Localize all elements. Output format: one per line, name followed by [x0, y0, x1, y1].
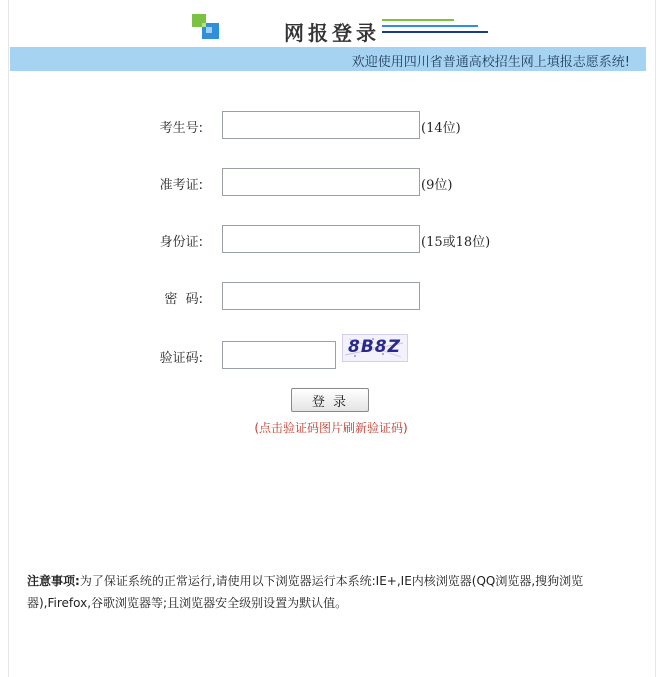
captcha-input[interactable] — [222, 341, 336, 369]
captcha-image[interactable] — [342, 334, 408, 362]
admission-no-hint: (9位) — [421, 178, 453, 193]
captcha-refresh-note: (点击验证码图片刷新验证码) — [254, 421, 408, 435]
logo-icon — [192, 14, 222, 42]
admission-no-label: 准考证: — [159, 178, 203, 193]
exam-no-label: 考生号: — [159, 121, 203, 136]
admission-no-input[interactable] — [222, 168, 420, 196]
welcome-banner — [10, 47, 646, 71]
id-card-input[interactable] — [222, 225, 420, 253]
login-button[interactable]: 登 录 — [291, 388, 369, 412]
welcome-text: 欢迎使用四川省普通高校招生网上填报志愿系统! — [351, 55, 630, 70]
page-title: 网报登录 — [284, 21, 380, 45]
exam-no-input[interactable] — [222, 111, 420, 139]
password-input[interactable] — [222, 282, 420, 310]
notice-body: 为了保证系统的正常运行,请使用以下浏览器运行本系统:IE+,IE内核浏览器(QQ浏览器,搜狗浏览器),Firefox,谷歌浏览器等;且浏览器安全级别设置为默认值。 — [27, 574, 584, 610]
id-card-label: 身份证: — [159, 235, 203, 250]
notice-section — [27, 570, 627, 614]
exam-no-hint: (14位) — [421, 121, 461, 136]
captcha-code: 8B8Z — [348, 337, 401, 357]
captcha-label: 验证码: — [159, 351, 203, 366]
password-label: 密 码: — [164, 292, 203, 307]
notice-title: 注意事项: — [27, 574, 80, 588]
id-card-hint: (15或18位) — [421, 235, 491, 250]
title-decoration — [382, 19, 492, 39]
